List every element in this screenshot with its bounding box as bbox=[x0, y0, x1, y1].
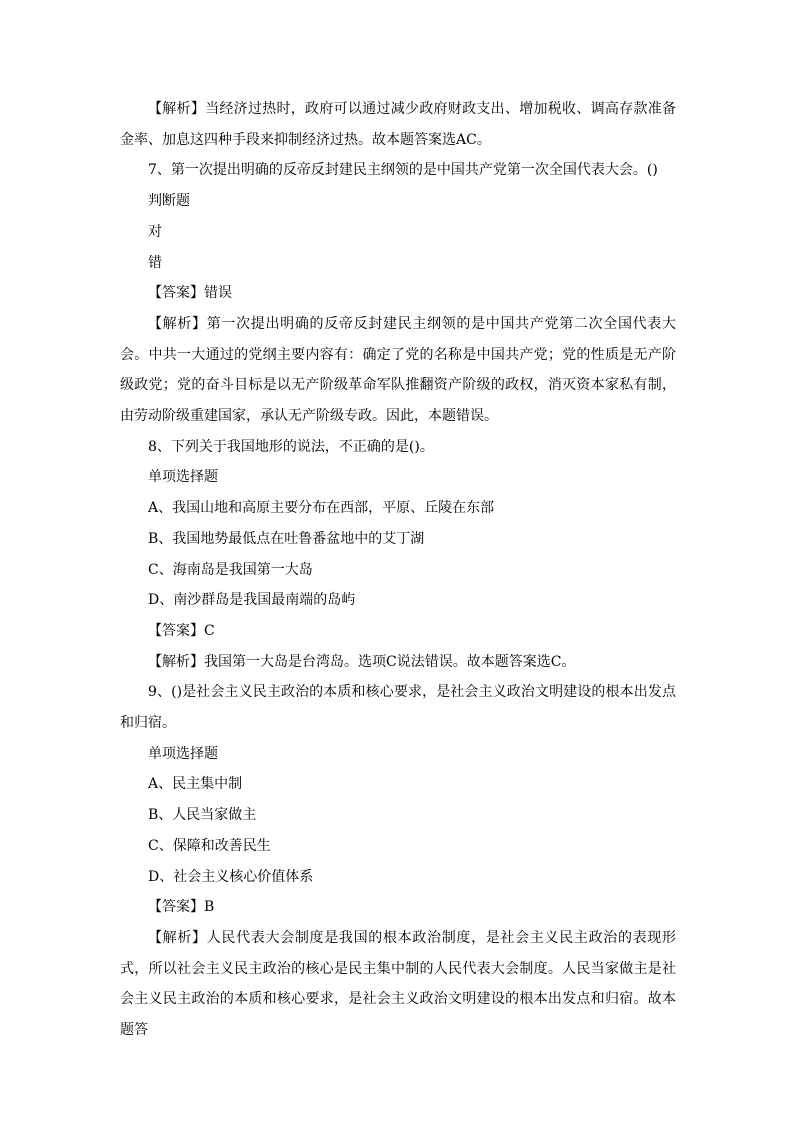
option-false: 错 bbox=[148, 254, 162, 271]
analysis-paragraph: 【解析】人民代表大会制度是我国的根本政治制度，是社会主义民主政治的表现形式，所以社会主义民主政治的核心是民主集中制的人民代表大会制度。人民当家做主是社会主义民主政治的本质和核心要求，是社会主义政治文明建设的根本出发点和归宿。故本题答 bbox=[120, 929, 676, 1039]
option-c: C、保障和改善民生 bbox=[148, 837, 271, 854]
option-b: B、我国地势最低点在吐鲁番盆地中的艾丁湖 bbox=[148, 530, 425, 547]
option-a: A、我国山地和高原主要分布在西部，平原、丘陵在东部 bbox=[148, 500, 495, 517]
analysis-paragraph: 【解析】我国第一大岛是台湾岛。选项C说法错误。故本题答案选C。 bbox=[148, 653, 576, 670]
question-type: 单项选择题 bbox=[148, 745, 218, 762]
option-true: 对 bbox=[148, 223, 162, 240]
analysis-paragraph: 【解析】当经济过热时，政府可以通过减少政府财政支出、增加税收、调高存款准备金率、加息这四种手段来抑制经济过热。故本题答案选AC。 bbox=[120, 101, 676, 148]
option-d: D、南沙群岛是我国最南端的岛屿 bbox=[148, 592, 356, 609]
answer-label: 【答案】C bbox=[148, 622, 215, 639]
option-d: D、社会主义核心价值体系 bbox=[148, 868, 314, 885]
question-type: 单项选择题 bbox=[148, 469, 218, 486]
answer-label: 【答案】错误 bbox=[148, 285, 232, 302]
option-b: B、人民当家做主 bbox=[148, 807, 257, 824]
question-9: 9、()是社会主义民主政治的本质和核心要求，是社会主义政治文明建设的根本出发点和归宿。 bbox=[120, 684, 676, 732]
option-a: A、民主集中制 bbox=[148, 776, 243, 793]
answer-label: 【答案】B bbox=[148, 899, 215, 916]
analysis-paragraph: 【解析】第一次提出明确的反帝反封建民主纲领的是中国共产党第二次全国代表大会。中共一大通过的党纲主要内容有：确定了党的名称是中国共产党；党的性质是无产阶级政党；党的奋斗目标是以无产阶级革命军队推翻资产阶级的政权，消灭资本家私有制，由劳动阶级重建国家，承认无产阶级专政。因此，本题错误。 bbox=[120, 315, 676, 425]
question-8: 8、下列关于我国地形的说法，不正确的是()。 bbox=[148, 438, 434, 455]
document-body bbox=[120, 94, 676, 1046]
option-c: C、海南岛是我国第一大岛 bbox=[148, 561, 313, 578]
question-7: 7、第一次提出明确的反帝反封建民主纲领的是中国共产党第一次全国代表大会。() bbox=[148, 162, 658, 179]
question-type: 判断题 bbox=[148, 193, 190, 210]
